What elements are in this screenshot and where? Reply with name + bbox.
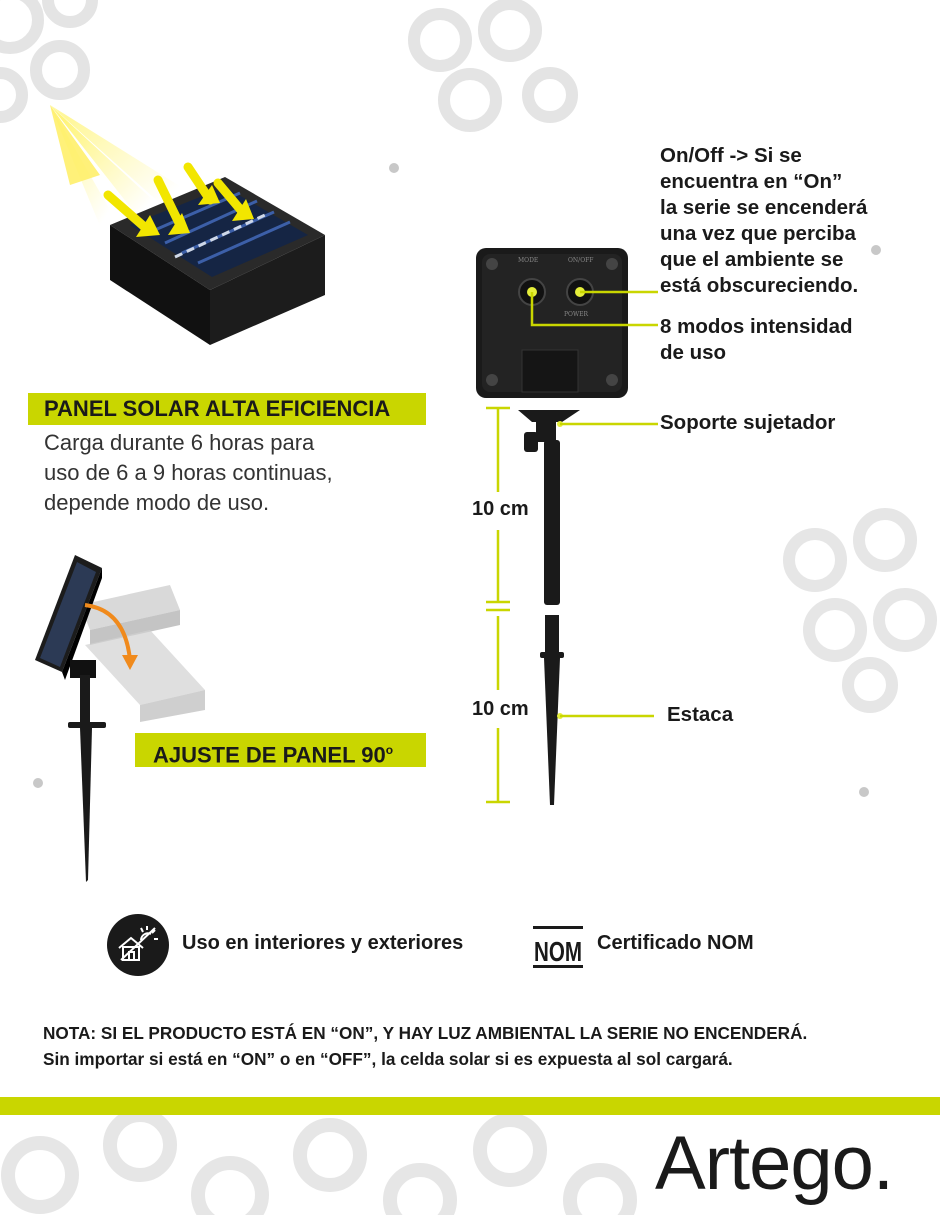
adjust-heading <box>135 733 426 767</box>
note-block <box>43 1020 923 1072</box>
background-pattern-top-center <box>400 0 570 130</box>
accent-band <box>0 1097 940 1115</box>
nom-badge-text: NOM <box>534 936 582 967</box>
mode-label: MODE <box>518 257 539 264</box>
dimension-upper: 10 cm <box>472 498 529 520</box>
modes-callout: 8 modos intensidad de uso <box>660 315 853 364</box>
degree-symbol: o <box>385 743 394 757</box>
panel-heading: PANEL SOLAR ALTA EFICIENCIA <box>28 393 426 425</box>
decorative-dot <box>389 163 399 173</box>
certified-label: Certificado NOM <box>597 932 754 954</box>
soporte-callout: Soporte sujetador <box>660 411 836 434</box>
brand-logo: Artego. <box>655 1121 894 1206</box>
nom-badge-icon <box>532 924 584 970</box>
solar-panel-illustration <box>40 95 340 365</box>
controller-stake-diagram <box>470 240 670 820</box>
house-sun-icon <box>107 914 169 976</box>
estaca-callout: Estaca <box>667 703 734 726</box>
decorative-dot <box>859 787 869 797</box>
note-line-2: Sin importar si está en “ON” o en “OFF”, la celda solar si es expuesta al sol cargará. <box>43 1049 733 1069</box>
panel-description: Carga durante 6 horas para uso de 6 a 9 horas continuas, depende modo de uso. <box>44 430 333 515</box>
onoff-label: ON/OFF <box>568 257 594 264</box>
indoor-outdoor-label: Uso en interiores y exteriores <box>182 932 464 954</box>
adjustable-panel-illustration <box>30 550 220 890</box>
background-pattern-top-left <box>0 0 110 110</box>
background-pattern-right <box>775 500 940 700</box>
dimension-lower: 10 cm <box>472 698 529 720</box>
adjust-heading-label: AJUSTE DE PANEL 90 <box>153 742 386 768</box>
power-label: POWER <box>564 311 589 318</box>
note-line-1: NOTA: SI EL PRODUCTO ESTÁ EN “ON”, Y HAY LUZ AMBIENTAL LA SERIE NO ENCENDERÁ. <box>43 1023 808 1043</box>
onoff-callout: On/Off -> Si se encuentra en “On” la serie se encenderá una vez que perciba que el ambiente se está obscureciendo. <box>660 144 868 297</box>
